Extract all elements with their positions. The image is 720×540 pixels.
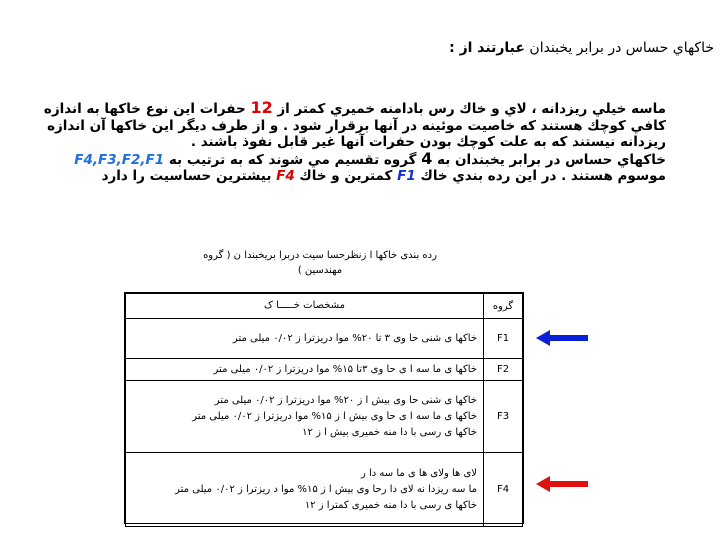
group-cell: F2 [484, 359, 523, 381]
desc-cell [126, 381, 484, 453]
desc-line: خاکها ی شنی حا وی بیش ا ز ۲۰% موا دریزترا ز ۰/۰۲ میلی متر [214, 394, 477, 406]
table-row [126, 381, 523, 453]
paragraph-2 [26, 148, 666, 185]
table-row [126, 319, 523, 359]
table-caption [120, 248, 520, 278]
caption-line-2: مهندسین ) [297, 265, 343, 276]
p2-series: F4,F3,F2,F1 [74, 151, 165, 168]
caption-line-1: رده بندی خاکها ا زنظرحسا سیت دربرا بریخبندا ن ( گروه [203, 250, 437, 261]
p2-f1: F1 [397, 168, 416, 184]
paragraph-1 [26, 100, 666, 151]
heading-bold: عبارتند از : [449, 40, 525, 56]
arrow-blue-shape [536, 330, 588, 346]
desc-line: خاکها ی رسی با دا منه خمیری بیش ا ز ۱۲ [302, 426, 477, 438]
arrow-left-icon [536, 330, 588, 346]
p2-text-b: گروه تقسيم مي شوند كه به ترتيب به [168, 151, 417, 168]
desc-line: ما سه ریزدا نه لای دا رحا وی بیش ا ز ۱۵% موا د ریزترا ز ۰/۰۲ میلی متر [175, 483, 477, 495]
p2-text-d: كمترين و خاك [299, 168, 393, 184]
header-desc: مشخصات خـــــا ک [126, 294, 484, 319]
heading-text: خاكهاي حساس در برابر يخبندان [529, 40, 714, 56]
desc-line: خاکها ی ما سه ا ی حا وی ۳تا ۱۵% موا دریزترا ز ۰/۰۲ میلی متر [213, 363, 477, 375]
heading [154, 40, 714, 56]
table-row [126, 359, 523, 381]
p1-text-a: ماسه خيلي ريزدانه ، لاي و خاك رس بادامنه خميري كمتر از [277, 101, 666, 117]
p2-text-e: بيشترين حساسيت را دارد [101, 168, 272, 184]
body-text [26, 100, 666, 185]
desc-cell [126, 453, 484, 527]
p2-text-a: خاكهاي حساس در برابر يخبندان به [437, 151, 666, 168]
group-cell: F4 [484, 453, 523, 527]
group-cell: F1 [484, 319, 523, 359]
desc-cell [126, 319, 484, 359]
classification-table [124, 292, 524, 524]
table-header-row [126, 294, 523, 319]
arrow-left-icon [536, 476, 588, 492]
p2-number: 4 [421, 148, 433, 168]
p2-text-c: موسوم هستند . در اين رده بندي خاك [420, 168, 666, 184]
p1-number: 12 [250, 98, 273, 117]
table-row [126, 453, 523, 527]
desc-cell [126, 359, 484, 381]
desc-line: خاکها ی شنی حا وی ۳ تا ۲۰% موا دریزترا ز ۰/۰۲ میلی متر [232, 332, 477, 344]
arrow-red-shape [536, 476, 588, 492]
desc-line: لای ها ولای ها ی ما سه دا ر [361, 467, 477, 479]
group-cell: F3 [484, 381, 523, 453]
p2-f4: F4 [276, 168, 295, 184]
desc-line: خاکها ی ما سه ا ی حا وی بیش ا ز ۱۵% موا دریزترا ز ۰/۰۲ میلی متر [192, 410, 477, 422]
desc-line: خاکها ی رسی با دا منه خمیری کمترا ز ۱۲ [304, 499, 477, 511]
header-group: گروه [484, 294, 523, 319]
p1-text-b: حفرات اين نوع خاكها به اندازه كافي كوچك هستند كه خاصيت موئينه در آنها برقرار شود . و از طرف ديگر اين خاكها آن اندازه ريزدانه نيستند كه به علت كوچك بودن حفرات آنها غير قابل نفوذ باشند . [43, 101, 666, 150]
